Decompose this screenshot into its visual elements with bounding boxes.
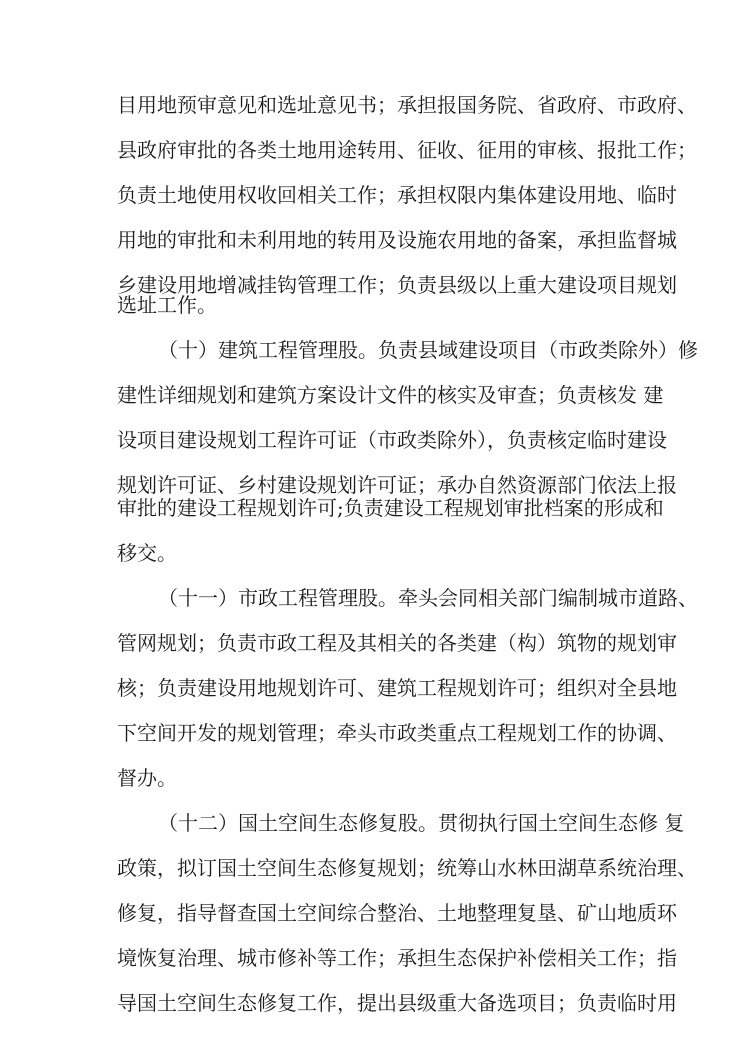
text-line: 修复，指导督查国土空间综合整治、土地整理复垦、矿山地质环 bbox=[117, 901, 677, 925]
text-line: 目用地预审意见和选址意见书；承担报国务院、省政府、市政府、 bbox=[117, 93, 697, 117]
text-line: 设项目建设规划工程许可证（市政类除外），负责核定临时建设 bbox=[117, 428, 667, 452]
paragraph-start-line: （十二）国土空间生态修复股。贯彻执行国土空间生态修 复 bbox=[158, 811, 685, 835]
text-line: 乡建设用地增减挂钩管理工作；负责县级以上重大建设项目规划 bbox=[117, 273, 677, 297]
text-line: 下空间开发的规划管理；牵头市政类重点工程规划工作的协调、 bbox=[117, 721, 677, 745]
text-line: 用地的审批和未利用地的转用及设施农用地的备案，承担监督城 bbox=[117, 228, 677, 252]
text-line: 政策，拟订国土空间生态修复规划；统筹山水林田湖草系统治理、 bbox=[117, 856, 697, 880]
text-line: 境恢复治理、城市修补等工作；承担生态保护补偿相关工作；指 bbox=[117, 946, 677, 970]
text-line: 审批的建设工程规划许可;负责建设工程规划审批档案的形成和 bbox=[117, 496, 664, 520]
text-line: 规划许可证、乡村建设规划许可证；承办自然资源部门依法上报 bbox=[117, 473, 677, 497]
text-line: 管网规划；负责市政工程及其相关的各类建（构）筑物的规划审 bbox=[117, 631, 677, 655]
text-line: 移交。 bbox=[117, 541, 177, 565]
text-line: 建性详细规划和建筑方案设计文件的核实及审查；负责核发 建 bbox=[117, 383, 664, 407]
text-line: 核；负责建设用地规划许可、建筑工程规划许可；组织对全县地 bbox=[117, 676, 677, 700]
text-line: 县政府审批的各类土地用途转用、征收、征用的审核、报批工作； bbox=[117, 138, 697, 162]
text-line: 督办。 bbox=[117, 766, 177, 790]
text-line: 导国土空间生态修复工作，提出县级重大备选项目；负责临时用 bbox=[117, 991, 677, 1015]
paragraph-start-line: （十）建筑工程管理股。负责县域建设项目（市政类除外）修 bbox=[158, 338, 698, 362]
text-line: 选址工作。 bbox=[117, 293, 217, 317]
text-line: 负责土地使用权收回相关工作；承担权限内集体建设用地、临时 bbox=[117, 183, 677, 207]
paragraph-start-line: （十一）市政工程管理股。牵头会同相关部门编制城市道路、 bbox=[158, 586, 698, 610]
